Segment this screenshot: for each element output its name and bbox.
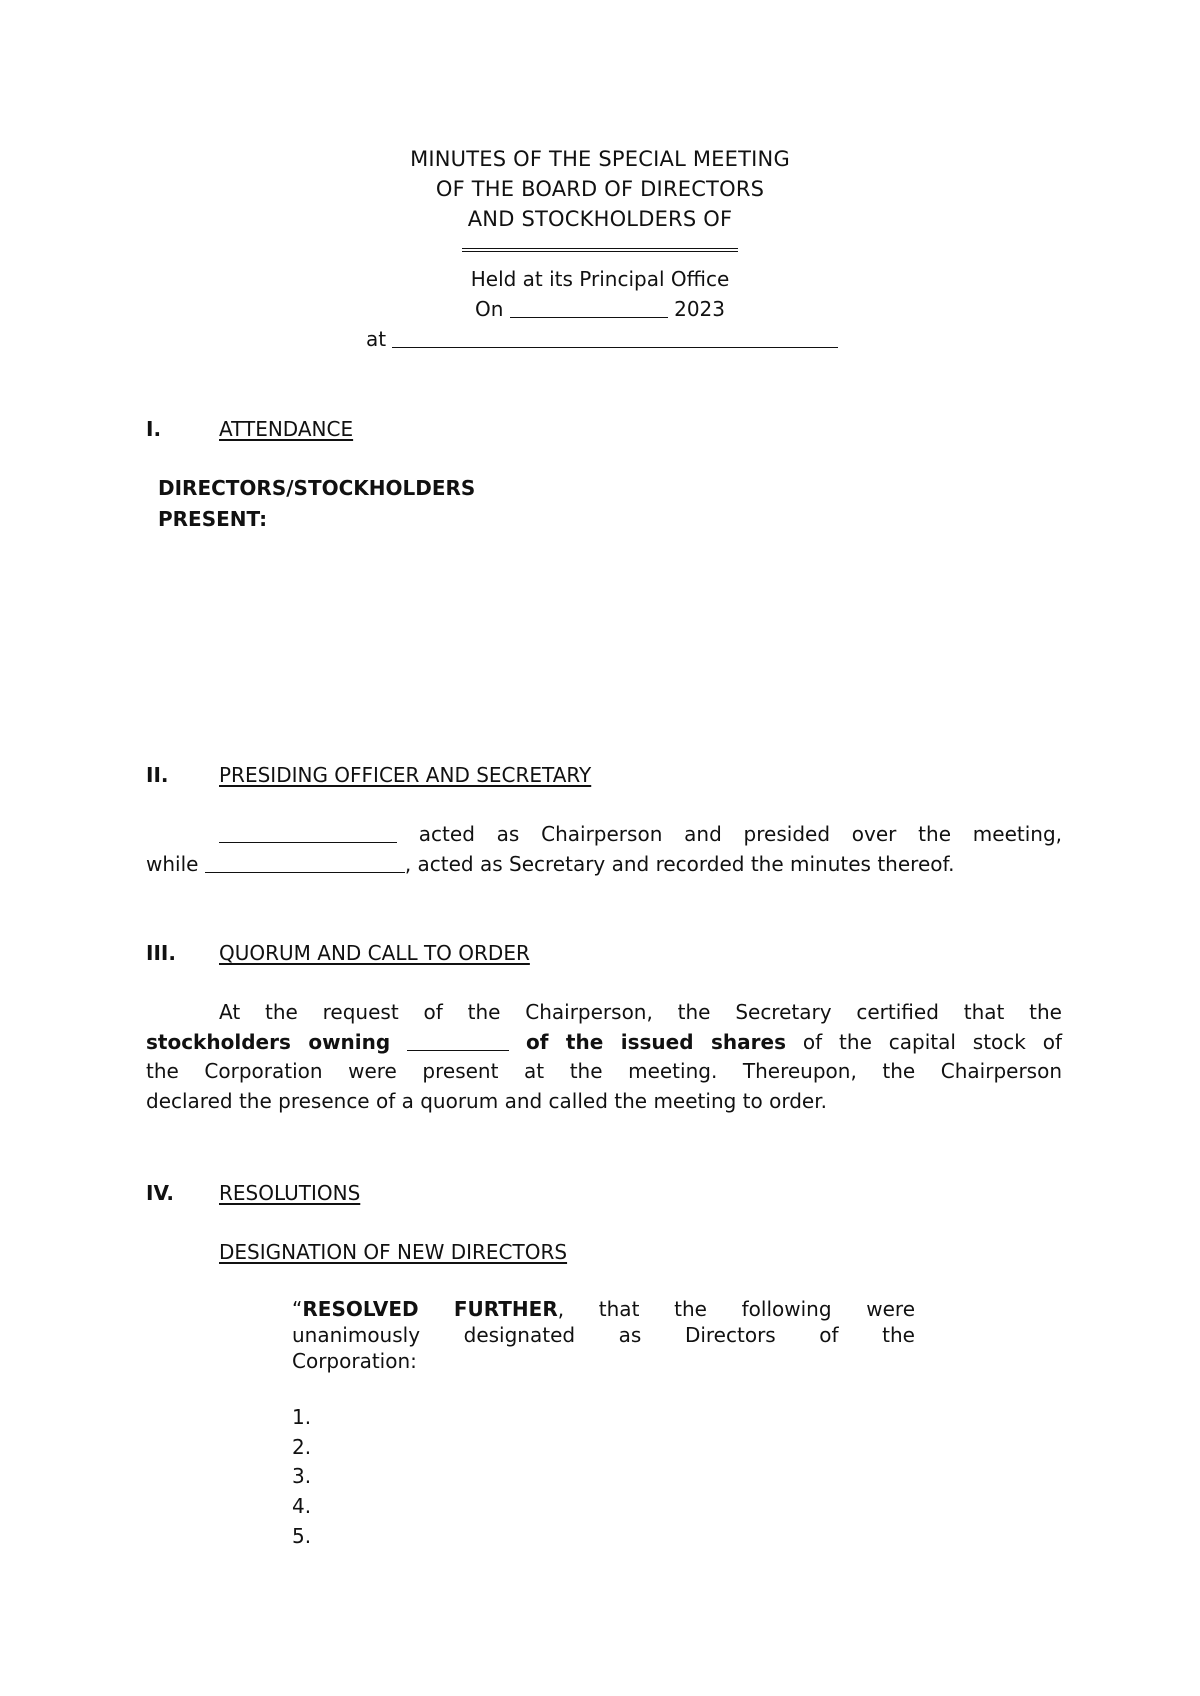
- meeting-date-blank[interactable]: [510, 317, 668, 318]
- presiding-line-1-text: acted as Chairperson and presided over the meeting,: [418, 822, 1063, 846]
- company-name-blank-row: [0, 230, 1200, 260]
- section-1-title: ATTENDANCE: [219, 417, 354, 441]
- quorum-line-1: At the request of the Chairperson, the Secretary certified that the: [219, 1000, 1062, 1024]
- quorum-line-3: the Corporation were present at the meeting. Thereupon, the Chairperson: [146, 1059, 1062, 1083]
- issued-shares-text: of the issued shares: [525, 1029, 786, 1054]
- resolution-quote: [292, 1296, 915, 1374]
- meeting-year: 2023: [674, 297, 726, 321]
- section-4-title: RESOLUTIONS: [219, 1181, 361, 1205]
- quote-line-2: unanimously designated as Directors of the: [292, 1323, 915, 1347]
- quote-line-1: [292, 1296, 915, 1322]
- section-3-number: III.: [146, 941, 176, 965]
- director-list-item-5: 5.: [292, 1524, 312, 1548]
- document-title: [0, 144, 1200, 234]
- held-at-line: Held at its Principal Office: [470, 267, 730, 291]
- quorum-line-2: [146, 1028, 1062, 1058]
- presiding-line-1: [146, 820, 1062, 850]
- title-line-3: AND STOCKHOLDERS OF: [467, 207, 733, 231]
- chairperson-blank[interactable]: [219, 842, 397, 843]
- section-1-number: I.: [146, 417, 162, 441]
- shares-percentage-blank[interactable]: [407, 1050, 509, 1051]
- presiding-line-2-text: , acted as Secretary and recorded the minutes thereof.: [404, 851, 955, 876]
- secretary-blank[interactable]: [205, 872, 405, 873]
- while-label: while: [146, 851, 199, 876]
- title-line-1: MINUTES OF THE SPECIAL MEETING: [410, 147, 790, 171]
- director-list-item-2: 2.: [292, 1435, 312, 1459]
- presiding-paragraph: [146, 820, 1062, 879]
- open-quote-mark: “: [292, 1297, 303, 1321]
- director-list-item-1: 1.: [292, 1405, 312, 1429]
- quote-line-3: Corporation:: [292, 1349, 417, 1373]
- title-line-2: OF THE BOARD OF DIRECTORS: [435, 177, 765, 201]
- section-2-number: II.: [146, 763, 169, 787]
- at-label: at: [366, 327, 387, 351]
- meeting-location-blank[interactable]: [392, 347, 838, 348]
- section-3-title: QUORUM AND CALL TO ORDER: [219, 941, 530, 965]
- present-label-line-1: DIRECTORS/STOCKHOLDERS: [158, 476, 476, 500]
- quote-line-1-rest: , that the following were: [557, 1297, 915, 1321]
- company-name-blank[interactable]: [462, 248, 738, 252]
- stockholders-owning-text: stockholders owning: [146, 1029, 391, 1054]
- quorum-paragraph: [146, 998, 1062, 1116]
- quorum-line-4: declared the presence of a quorum and called the meeting to order.: [146, 1088, 827, 1113]
- present-label: [158, 473, 475, 535]
- resolution-subtitle: DESIGNATION OF NEW DIRECTORS: [219, 1240, 568, 1264]
- on-label: On: [474, 297, 504, 321]
- quorum-line-2-rest: of the capital stock of: [802, 1029, 1063, 1054]
- presiding-line-2: [146, 850, 1062, 880]
- director-list-item-3: 3.: [292, 1464, 312, 1488]
- meeting-date-line: [0, 294, 1200, 324]
- section-4-number: IV.: [146, 1181, 174, 1205]
- resolved-further-text: RESOLVED FURTHER: [302, 1297, 558, 1321]
- section-2-title: PRESIDING OFFICER AND SECRETARY: [219, 763, 592, 787]
- present-label-line-2: PRESENT:: [158, 507, 268, 531]
- meeting-location-line: [366, 324, 838, 354]
- director-list-item-4: 4.: [292, 1494, 312, 1518]
